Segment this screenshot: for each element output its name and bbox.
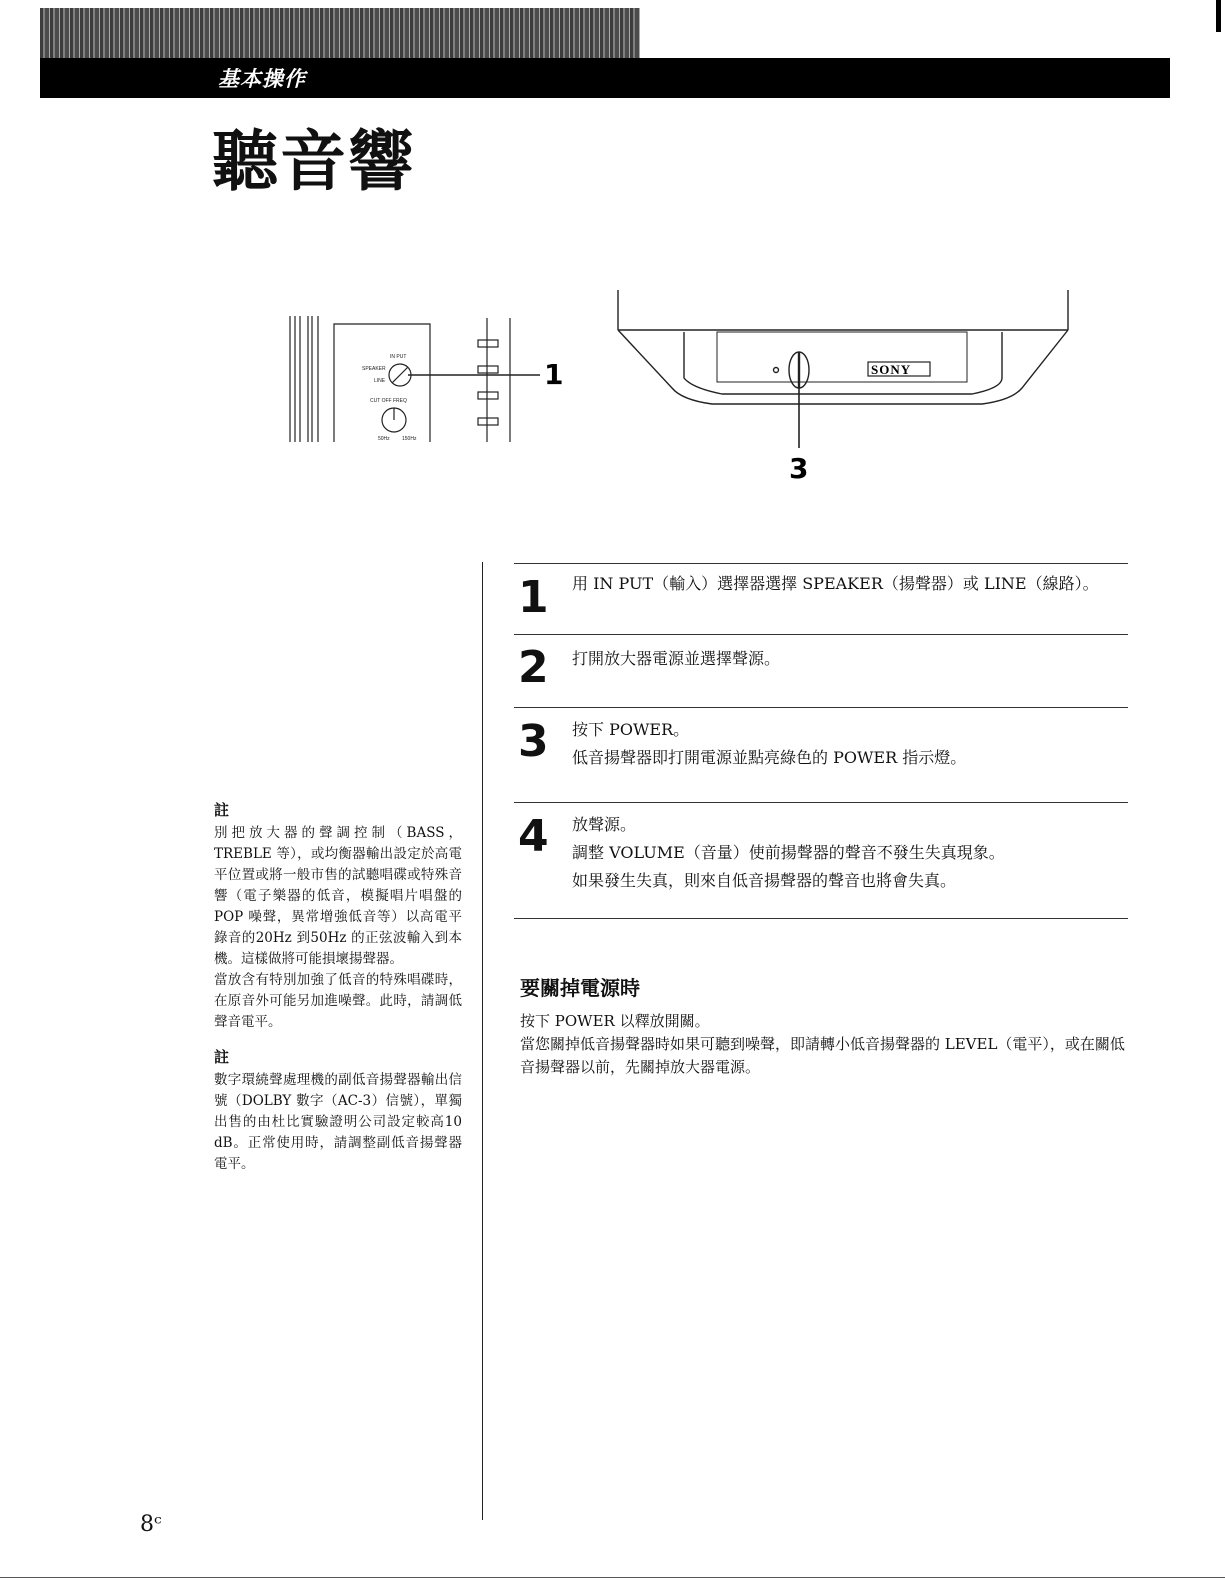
- page-title: 聽音響: [212, 123, 416, 200]
- step-line: 放聲源。: [572, 815, 637, 834]
- header-bar: [40, 58, 1170, 98]
- column-divider: [482, 562, 483, 1520]
- step-number-1: 1: [518, 572, 549, 623]
- note-heading: 註: [214, 801, 230, 819]
- power-off-heading: 要關掉電源時: [520, 976, 640, 1000]
- speaker-label: SPEAKER: [362, 366, 386, 372]
- step-rule: [514, 707, 1128, 708]
- step-4-text: [572, 811, 1132, 895]
- step-line: 用 IN PUT（輸入）選擇器選擇 SPEAKER（揚聲器）或 LINE（線路）。: [572, 574, 1099, 593]
- power-off-line: 當您關掉低音揚聲器時如果可聽到噪聲，即請轉小低音揚聲器的 LEVEL（電平），或在關低音揚聲器以前，先關掉放大器電源。: [520, 1035, 1125, 1076]
- power-off-line: 按下 POWER 以釋放開關。: [520, 1012, 710, 1030]
- step-1-text: [572, 570, 1132, 598]
- step-rule: [514, 563, 1128, 564]
- step-number-4: 4: [518, 811, 549, 862]
- header-texture: [40, 8, 640, 58]
- step-number-3: 3: [518, 716, 549, 767]
- power-off-body: [520, 1010, 1135, 1079]
- callout-1: 1: [544, 358, 564, 391]
- step-line: 打開放大器電源並選擇聲源。: [572, 649, 781, 668]
- step-line: 低音揚聲器即打開電源並點亮綠色的 POWER 指示燈。: [572, 748, 967, 767]
- line-label: LINE: [374, 378, 386, 384]
- note-paragraph: 數字環繞聲處理機的副低音揚聲器輸出信號（DOLBY 數字（AC-3）信號），單獨出售的由杜比實驗證明公司設定較高10 dB。正常使用時，請調整副低音揚聲器電平。: [214, 1072, 462, 1172]
- front-panel-illustration: [612, 288, 1082, 488]
- cutoff-label: CUT OFF FREQ: [370, 398, 407, 404]
- step-rule: [514, 634, 1128, 635]
- callout-3: 3: [789, 452, 809, 485]
- page-number: 8ᶜ: [140, 1512, 162, 1537]
- step-line: 按下 POWER。: [572, 720, 690, 739]
- note-paragraph: 當放含有特別加強了低音的特殊唱碟時，在原音外可能另加進噪聲。此時，請調低聲音電平。: [214, 972, 462, 1030]
- notes-column: [214, 800, 462, 1175]
- brand-logo: SONY: [871, 362, 912, 377]
- bottom-edge: [0, 1577, 1225, 1578]
- step-2-text: [572, 645, 1132, 673]
- input-label: IN PUT: [390, 354, 407, 360]
- note-block-2: [214, 1047, 462, 1175]
- rear-panel-illustration: [282, 312, 572, 448]
- step-rule: [514, 918, 1128, 919]
- edge-mark: [1216, 0, 1221, 32]
- step-line: 如果發生失真，則來自低音揚聲器的聲音也將會失真。: [572, 871, 957, 890]
- note-block-1: [214, 800, 462, 1033]
- step-3-text: [572, 716, 1132, 772]
- step-rule: [514, 802, 1128, 803]
- section-label: 基本操作: [218, 67, 306, 91]
- note-heading: 註: [214, 1048, 230, 1066]
- step-line: 調整 VOLUME（音量）使前揚聲器的聲音不發生失真現象。: [572, 843, 1005, 862]
- note-paragraph: 別把放大器的聲調控制（BASS，TREBLE 等），或均衡器輸出設定於高電平位置或將一般市售的試聽唱碟或特殊音響（電子樂器的低音，模擬唱片唱盤的 POP 噪聲，異常增強低音等）以高電平錄音的20Hz 到50Hz 的正弦波輸入到本機。這樣做將可能損壞揚聲器。: [214, 825, 462, 967]
- high-freq-label: 150Hz: [402, 436, 417, 442]
- step-number-2: 2: [518, 642, 549, 693]
- low-freq-label: 50Hz: [378, 436, 390, 442]
